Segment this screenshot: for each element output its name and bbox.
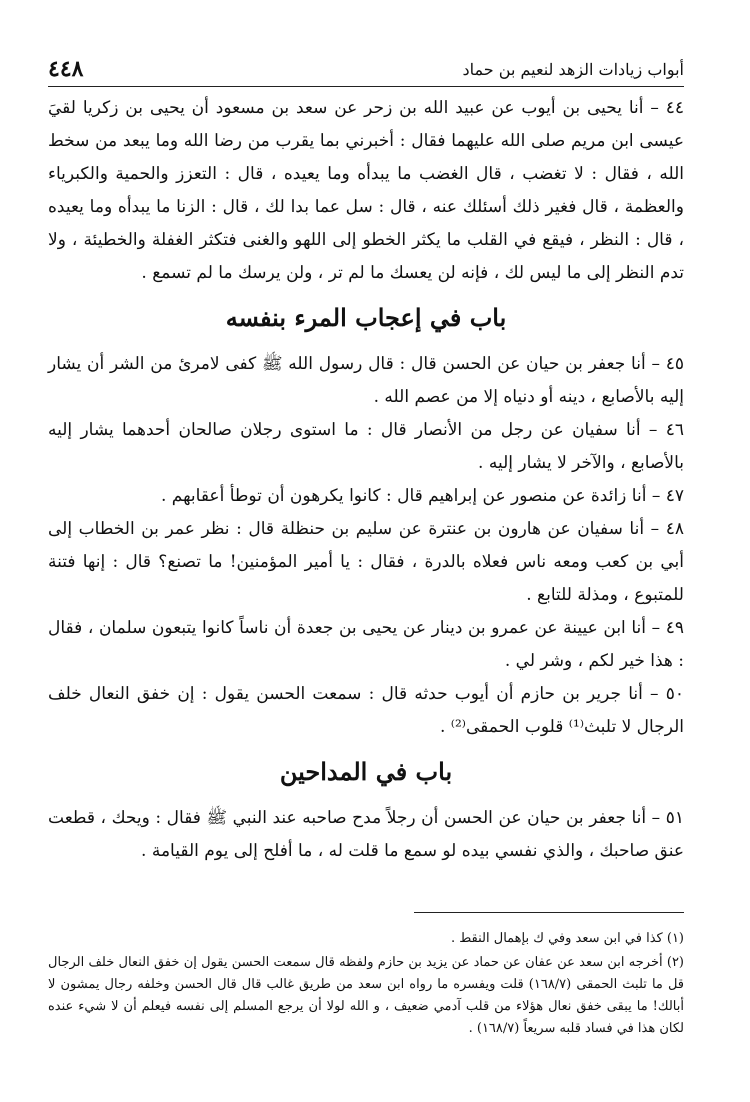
- hadith-49: ٤٩ – أنا ابن عيينة عن عمرو بن دينار عن يحيى بن جعدة أن ناساً كانوا يتبعون سلمان ، فقال : هذا خير لكم ، وشر لي .: [48, 618, 684, 671]
- page-header: [48, 52, 684, 87]
- hadith-44: ٤٤ – أنا يحيى بن أيوب عن عبيد الله بن زحر عن سعد بن مسعود أن يحيى بن زكريا لقيَ عيسى ابن مريم صلى الله عليهما فقال : أخبرني بما يقرب من رضا الله وما يبعد من سخط الله ، فقال : لا تغضب ، قال الغضب ما يبدأه وما يعيده ، قال : التعزز والحمية والكبرياء والعظمة ، قال فغير ذلك أسئلك عنه ، قال : سل عما بدا لك ، قال : الزنا ما يبدأه وما يعيده ، قال : النظر ، فيقع في القلب ما يكثر الخطو إلى اللهو والغنى فتكثر الغفلة والخطيئة ، ولا تدم النظر إلى ما ليس لك ، فإنه لن يعسك ما لم تر ، ولن يرسك ما لم تسمع .: [48, 98, 684, 283]
- footnote-divider: [414, 912, 684, 913]
- hadith-45: ٤٥ – أنا جعفر بن حيان عن الحسن قال : قال رسول الله ﷺ كفى لامرئ من الشر أن يشار إليه بالأصابع ، دينه أو دنياه إلا من عصم الله .: [48, 354, 684, 407]
- footnote-1: (١) كذا في ابن سعد وفي ك بإهمال النقط .: [450, 931, 684, 946]
- hadith-51: ٥١ – أنا جعفر بن حيان عن الحسن أن رجلاً مدح صاحبه عند النبي ﷺ فقال : ويحك ، قطعت عنق صاحبك ، والذي نفسي بيده لو سمع ما قلت له ، ما أفلح إلى يوم القيامة .: [48, 808, 684, 861]
- hadith-50: ٥٠ – أنا جرير بن حازم أن أيوب حدثه قال : سمعت الحسن يقول : إن خفق النعال خلف الرجال لا تلبث⁽¹⁾ قلوب الحمقى⁽²⁾ .: [48, 684, 684, 737]
- chapter-title-praisers: باب في المداحين: [279, 757, 453, 786]
- page-number: ٤٤٨: [48, 56, 84, 82]
- hadith-48: ٤٨ – أنا سفيان عن هارون بن عنترة عن سليم بن حنظلة قال : نظر عمر بن الخطاب إلى أبي بن كعب ومعه ناس فعلاه بالدرة ، فقال : يا أمير المؤمنين! ما تصنع؟ قال : إنها فتنة للمتبوع ، ومذلة للتابع .: [48, 519, 684, 605]
- hadith-47: ٤٧ – أنا زائدة عن منصور عن إبراهيم قال : كانوا يكرهون أن توطأ أعقابهم .: [160, 486, 684, 506]
- footnote-2: (٢) أخرجه ابن سعد عن عفان عن حماد عن يزيد بن حازم ولفظه قال سمعت الحسن يقول إن خفق النعال خلف الرجال قل ما تلبث الحمقى (١٦٨/٧) قلت ويفسره ما رواه ابن سعد من طريق غالب قال قال الحسن وخلفه رجال يمشون لا أبالك! ما يبقى خفق نعال هؤلاء من قلب آدمي ضعيف ، و الله لولا أن يرجع المسلم إلى نفسه فيعلم أن لا شيء عنده لكان هذا في فساد قلبه سريعاً (١٦٨/٧) .: [48, 955, 685, 1036]
- running-title: أبواب زيادات الزهد لنعيم بن حماد: [462, 59, 684, 79]
- chapter-title-self-admiration: باب في إعجاب المرء بنفسه: [225, 303, 507, 332]
- main-text: [48, 92, 684, 868]
- hadith-46: ٤٦ – أنا سفيان عن رجل من الأنصار قال : ما استوى رجلان صالحان أحدهما يشار إليه بالأصابع ، والآخر لا يشار إليه .: [48, 420, 684, 473]
- footnotes: [48, 928, 684, 1042]
